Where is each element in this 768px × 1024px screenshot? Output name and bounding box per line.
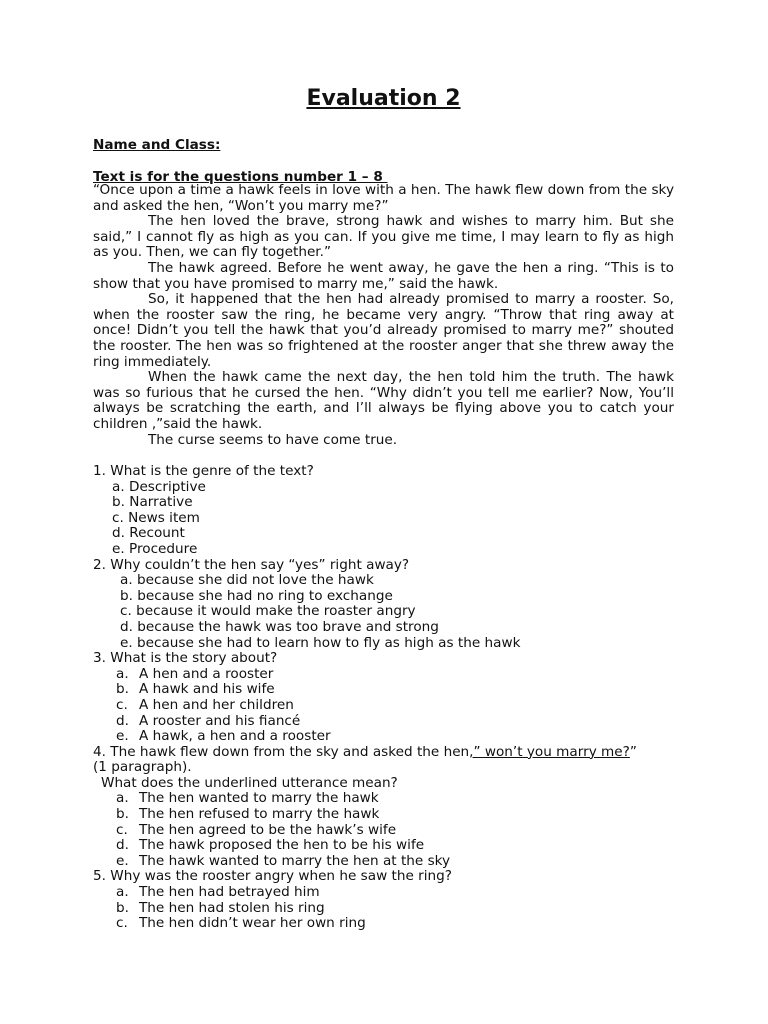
question-4 [93,745,674,761]
question-3-options [93,667,674,745]
option-text: The hen had stolen his ring [139,899,325,916]
question-4-text: 4. The hawk flew down from the sky and asked the hen [93,743,470,760]
story-text [93,183,674,448]
option [93,885,674,901]
question-2-options [93,573,674,651]
story-paragraph: So, it happened that the hen had already promised to marry a rooster. So, when the rooster saw the ring, he became very angry. “Throw that ring away at once! Didn’t you tell the hawk that you’d already promised to marry me?” shouted the rooster. The hen was so frightened at the rooster anger that she threw away the ring immediately. [93,291,674,370]
option [93,698,674,714]
option [93,714,674,730]
option [93,916,674,932]
question-4-reference: (1 paragraph). [93,759,192,776]
question-4-options [93,791,674,869]
option [93,682,674,698]
question-1-options [93,480,674,558]
question-5: 5. Why was the rooster angry when he saw the ring? [93,868,452,885]
option-text: The hen wanted to marry the hawk [139,790,379,807]
question-1: 1. What is the genre of the text? [93,463,314,479]
story-paragraph: The hawk agreed. Before he went away, he gave the hen a ring. “This is to show that you have promised to marry me,” said the hawk. [93,259,674,292]
option-letter: c. [116,915,128,932]
option-text: The hen didn’t wear her own ring [139,915,366,932]
option-text: The hen agreed to be the hawk’s wife [139,821,397,838]
option: d. Recount [112,525,185,542]
option [93,667,674,683]
option-letter: e. [116,728,129,745]
option-text: The hen refused to marry the hawk [139,806,380,823]
option: c. News item [112,509,200,526]
option-letter: b. [116,681,129,698]
option: c. because it would make the roaster angry [120,603,416,620]
question-3: 3. What is the story about? [93,650,278,667]
option-text: A hawk, a hen and a rooster [139,728,331,745]
question-2: 2. Why couldn’t the hen say “yes” right away? [93,556,410,573]
option-text: The hawk proposed the hen to be his wife [139,837,425,854]
option-letter: a. [116,790,129,807]
option [93,729,674,745]
story-paragraph: The curse seems to have come true. [148,431,398,448]
option: b. Narrative [112,494,193,511]
option: e. Procedure [112,540,198,557]
story-paragraph: “Once upon a time a hawk feels in love with a hen. The hawk flew down from the sky and asked the hen, “Won’t you marry me?” [93,182,674,214]
option [93,901,674,917]
question-5-options [93,885,674,932]
option-text: A hawk and his wife [139,681,275,698]
text-heading: Text is for the questions number 1 – 8 [93,169,388,185]
question-4-subquestion: What does the underlined utterance mean? [101,774,398,791]
option: e. because she had to learn how to fly as high as the hawk [120,634,521,651]
option-letter: d. [116,712,129,729]
option [93,823,674,839]
option-letter: b. [116,899,129,916]
name-class-label: Name and Class: [93,137,221,153]
option-letter: c. [116,821,128,838]
story-paragraph: When the hawk came the next day, the hen told him the truth. The hawk was so furious that he cursed the hen. “Why didn’t you tell me earlier? Now, You’ll always be scratching the earth, and I’ll always be flying above you to catch your children ,”said the hawk. [93,369,674,432]
option-text: A hen and her children [139,696,294,713]
option-letter: a. [116,884,129,901]
option-letter: a. [116,665,129,682]
page-title: Evaluation 2 [306,86,461,111]
option: b. because she had no ring to exchange [120,587,393,604]
option: a. Descriptive [112,478,206,495]
option: a. because she did not love the hawk [120,572,374,589]
option [93,807,674,823]
option [93,854,674,870]
underlined-utterance: ,” won’t you marry me? [469,743,630,760]
option-letter: d. [116,837,129,854]
option [93,791,674,807]
option-letter: b. [116,806,129,823]
option-letter: c. [116,696,128,713]
story-paragraph: The hen loved the brave, strong hawk and wishes to marry him. But she said,” I cannot fly as high as you can. If you give me time, I may learn to fly as high as you. Then, we can fly together.” [93,213,674,261]
option-text: A rooster and his fiancé [139,712,301,729]
option-text: The hen had betrayed him [139,884,320,901]
closing-quote: ” [629,743,637,760]
question-list [93,464,674,932]
option [93,838,674,854]
option-letter: e. [116,852,129,869]
option: d. because the hawk was too brave and strong [120,618,439,635]
option-text: The hawk wanted to marry the hen at the sky [139,852,451,869]
option-text: A hen and a rooster [139,665,274,682]
